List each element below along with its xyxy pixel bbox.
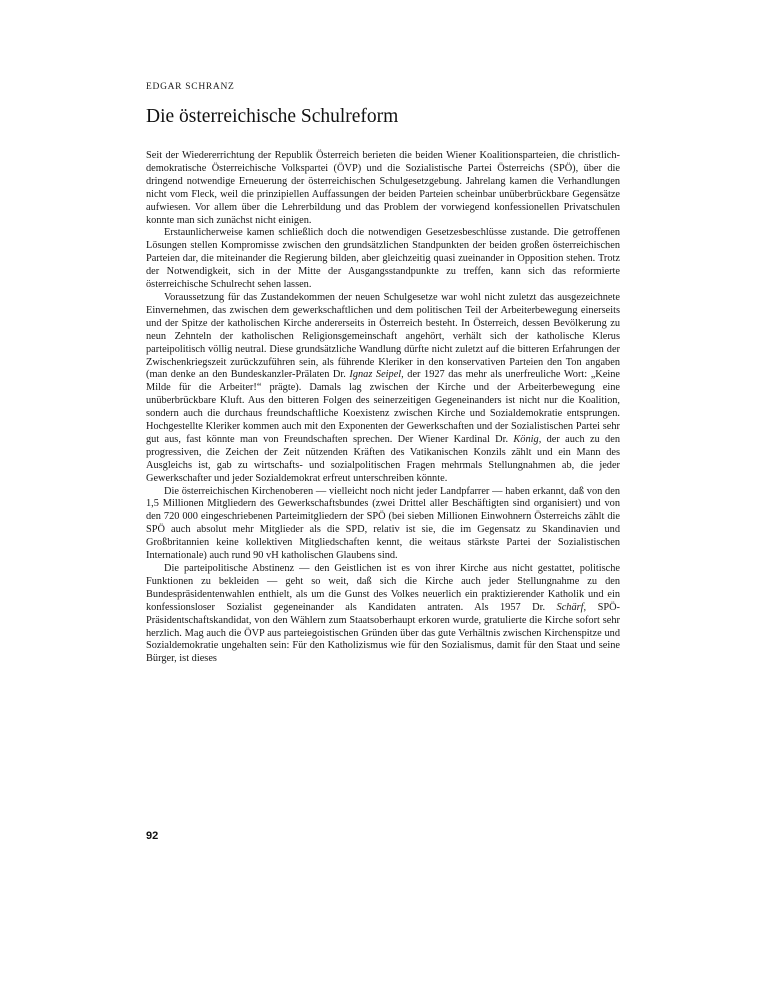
paragraph-4-text: Die österreichischen Kirchenoberen — vielleicht noch nicht jeder Landpfarrer — haben erkannt, daß von den 1,5 Millionen Mitgliedern des Gewerkschaftsbundes (zwei Drittel aller Beschäftigten sind organisiert) und von den 720 000 eingeschriebenen Parteimitgliedern der SPÖ (bei sieben Millionen Einwohnern Österreichs zählt die SPÖ auch absolut mehr Mitglieder als die SPD, relativ ist sie, die im Gegensatz zu Skandinavien und Großbritannien keine kollektiven Mitgliedschaften kennt, die weitaus stärkste Partei der Sozialistischen Internationale) auch rund 90 vH katholischen Glaubens sind.: [146, 485, 620, 562]
paragraph-1: [146, 150, 620, 227]
paragraph-3-text-b: der 1927 das mehr als unerfreuliche Wort: „Keine Milde für die Arbeiter!“ prägte). Damals lag zwischen der Kirche und der Arbeiterbewegung eine unüberbrückbare Kluft. Aus den bitteren Folgen des seinerzeitigen Gegeneinanders ist nicht nur die Koalition, sondern auch die durchaus freundschaftliche Koexistenz zwischen Kirche und Sozialdemokratie entsprungen. Hochgestellte Kleriker kommen auch mit den Exponenten der Gewerkschaften und der Sozialistischen Partei sehr gut aus, fast könnte man von Freundschaften sprechen. Der Wiener Kardinal Dr.: [146, 369, 620, 445]
paragraph-3: [146, 292, 620, 486]
paragraph-1-text: Seit der Wiedererrichtung der Republik Österreich berieten die beiden Wiener Koalitionsparteien, die christlich-demokratische Österreichische Volkspartei (ÖVP) und die Sozialistische Partei Österreichs (SPÖ), über die dringend notwendige Erneuerung der österreichischen Schulgesetzgebung. Jahrelang kamen die Verhandlungen nicht vom Fleck, weil die prinzipiellen Auffassungen der beiden Parteien scheinbar unüberbrückbare Gegensätze aufwiesen. Vor allem über die Lehrerbildung und das Problem der vorwiegend konfessionellen Privatschulen konnte man sich zunächst nicht einigen.: [146, 150, 620, 226]
article-title: Die österreichische Schulreform: [146, 106, 399, 127]
paragraph-3-text-c: der auch zu den progressiven, die Zeichen der Zeit nützenden Kräften des Vatikanischen Konzils zählt und ein Mann des Ausgleichs ist, gab zu wirtschafts- und sozialpolitischen Fragen mehrmals Stellungnahmen ab, die jeder Gewerkschafter und jeder Sozialdemokrat erfreut unterschreiben könnte.: [146, 433, 620, 484]
paragraph-2: [146, 227, 620, 292]
name-schaerf: Schärf,: [556, 601, 587, 613]
paragraph-5: [146, 563, 620, 666]
paragraph-5-text-b: SPÖ-Präsidentschaftskandidat, von den Wählern zum Staatsoberhaupt erkoren wurde, gratulierte die Kirche sofort sehr herzlich. Mag auch die ÖVP aus parteiegoistischen Gründen über das gute Verhältnis zwischen Kirchenspitze und Sozialdemokratie ungehalten sein: Für den Katholizismus wie für den Sozialismus, damit für den Staat und seine Bürger, ist dieses: [146, 601, 620, 665]
paragraph-2-text: Erstaunlicherweise kamen schließlich doch die notwendigen Gesetzesbeschlüsse zustande. Die getroffenen Lösungen stellen Kompromisse zwischen den grundsätzlichen Standpunkten der beiden großen österreichischen Parteien dar, die miteinander die Regierung bilden, aber gleichzeitig quasi zueinander in Opposition stehen. Trotz der Notwendigkeit, sich in der Mitte der Ausgangsstandpunkte zu treffen, kann sich das reformierte österreichische Schulrecht sehen lassen.: [146, 227, 620, 291]
page-number: 92: [146, 830, 159, 842]
paragraph-5-text-a: Die parteipolitische Abstinenz — den Geistlichen ist es von ihrer Kirche aus nicht gestattet, politische Funktionen zu bekleiden — geht so weit, daß sich die Kirche auch jeder Stellungnahme zu den Bundespräsidentenwahlen enthielt, als um die Gunst des Volkes neuerlich ein praktizierender Katholik und ein konfessionsloser Sozialist gegeneinander als Kandidaten antraten. Als 1957 Dr.: [146, 563, 620, 613]
article-body: [146, 150, 620, 666]
name-seipel: Ignaz Seipel,: [349, 369, 404, 381]
name-koenig: König,: [513, 433, 542, 445]
paragraph-4: [146, 486, 620, 563]
paragraph-3-text-a: Voraussetzung für das Zustandekommen der neuen Schulgesetze war wohl nicht zuletzt das ausgezeichnete Einvernehmen, das zwischen dem gewerkschaftlichen und dem politischen Teil der Arbeiterbewegung einerseits und der Spitze der katholischen Kirche andererseits in Österreich besteht. In Österreich, dessen Bevölkerung zu neun Zehnteln der katholischen Religionsgemeinschaft angehört, verhält sich der katholische Klerus parteipolitisch völlig neutral. Diese grundsätzliche Wandlung dürfte nicht zuletzt auf die bitteren Erfahrungen der Zwischenkriegszeit zurückzuführen sein, als führende Kleriker in den konservativen Parteien den Ton angaben (man denke an den Bundeskanzler-Prälaten Dr.: [146, 291, 620, 381]
author-name: EDGAR SCHRANZ: [146, 82, 235, 92]
